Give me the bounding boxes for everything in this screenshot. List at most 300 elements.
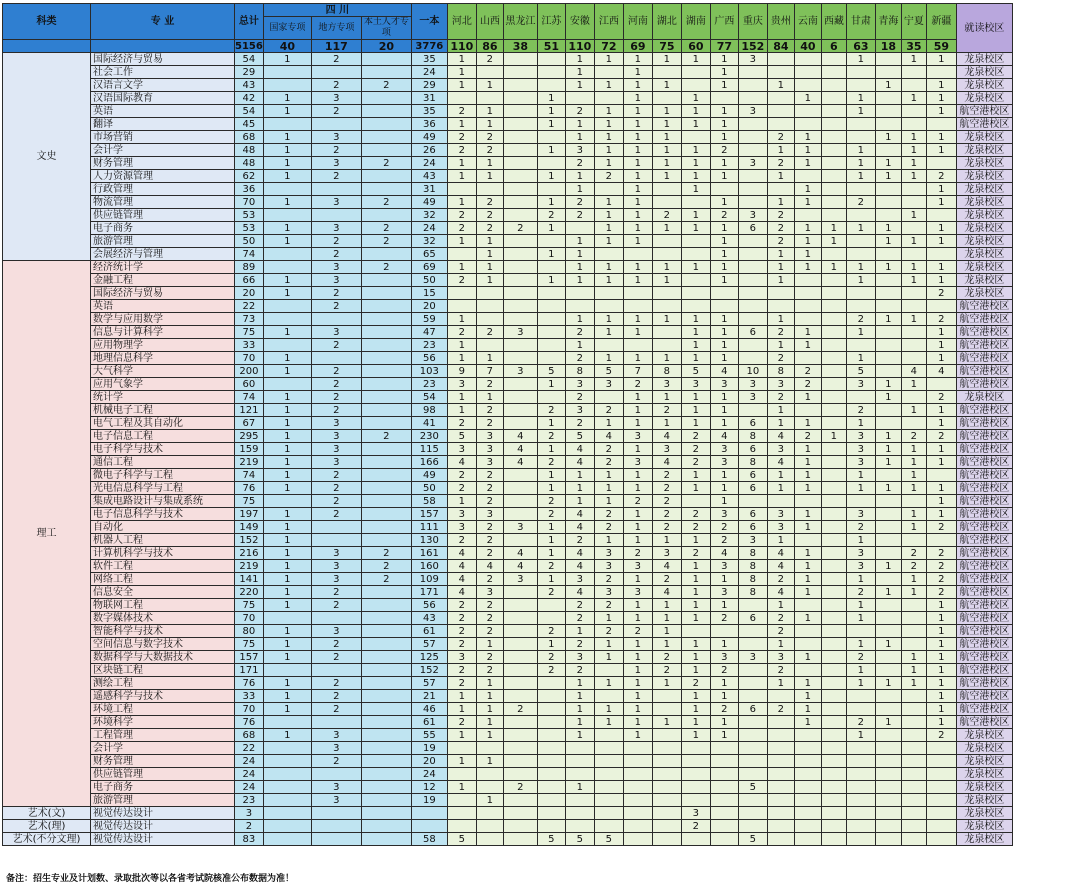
talent-cell xyxy=(361,625,411,638)
province-cell: 1 xyxy=(652,352,681,365)
province-cell: 2 xyxy=(681,677,710,690)
header-sichuan: 四 川 xyxy=(263,4,411,17)
province-cell xyxy=(738,664,767,677)
yiben-cell: 58 xyxy=(411,495,447,508)
province-cell xyxy=(594,781,623,794)
province-cell xyxy=(738,716,767,729)
national-cell xyxy=(263,79,311,92)
province-cell: 4 xyxy=(652,560,681,573)
province-cell xyxy=(846,495,875,508)
province-cell xyxy=(901,339,926,352)
province-cell: 2 xyxy=(901,560,926,573)
province-cell xyxy=(710,807,738,820)
talent-cell xyxy=(361,833,411,846)
header-province: 江苏 xyxy=(537,4,565,40)
province-cell xyxy=(846,339,875,352)
province-cell: 2 xyxy=(681,508,710,521)
province-cell: 1 xyxy=(875,313,901,326)
yiben-cell: 58 xyxy=(411,833,447,846)
province-cell: 1 xyxy=(926,352,956,365)
table-row xyxy=(3,768,1013,781)
province-cell: 3 xyxy=(565,573,594,586)
province-cell xyxy=(901,781,926,794)
province-cell xyxy=(821,53,846,66)
province-cell xyxy=(503,742,537,755)
total-cell: 141 xyxy=(235,573,264,586)
province-cell xyxy=(537,794,565,807)
national-cell: 1 xyxy=(263,105,311,118)
major-cell: 社会工作 xyxy=(91,66,235,79)
province-cell xyxy=(710,781,738,794)
province-cell: 1 xyxy=(652,274,681,287)
province-cell: 1 xyxy=(623,105,652,118)
local-cell: 2 xyxy=(311,404,361,417)
province-cell xyxy=(794,755,821,768)
province-cell: 1 xyxy=(926,261,956,274)
national-cell xyxy=(263,664,311,677)
province-cell: 1 xyxy=(623,79,652,92)
province-cell: 1 xyxy=(926,651,956,664)
national-cell: 1 xyxy=(263,599,311,612)
header-yiben: 一本 xyxy=(411,4,447,40)
campus-cell: 航空港校区 xyxy=(956,326,1012,339)
province-cell xyxy=(594,664,623,677)
province-cell xyxy=(710,625,738,638)
local-cell: 2 xyxy=(311,755,361,768)
province-cell xyxy=(447,248,476,261)
province-cell: 1 xyxy=(652,144,681,157)
province-cell: 1 xyxy=(447,118,476,131)
campus-cell: 航空港校区 xyxy=(956,378,1012,391)
province-cell xyxy=(503,183,537,196)
major-cell: 电子商务 xyxy=(91,222,235,235)
province-cell xyxy=(875,690,901,703)
province-cell xyxy=(767,495,794,508)
province-cell xyxy=(623,820,652,833)
total-cell: 36 xyxy=(235,183,264,196)
province-cell: 1 xyxy=(565,482,594,495)
province-cell: 3 xyxy=(594,378,623,391)
yiben-cell: 32 xyxy=(411,235,447,248)
province-cell xyxy=(875,248,901,261)
province-cell: 1 xyxy=(794,144,821,157)
province-cell: 1 xyxy=(794,261,821,274)
province-cell xyxy=(794,820,821,833)
table-row xyxy=(3,131,1013,144)
yiben-cell: 20 xyxy=(411,300,447,313)
province-cell: 2 xyxy=(476,144,503,157)
campus-cell: 龙泉校区 xyxy=(956,222,1012,235)
province-cell xyxy=(503,482,537,495)
province-cell xyxy=(926,209,956,222)
local-cell xyxy=(311,820,361,833)
province-cell xyxy=(846,66,875,79)
province-cell: 1 xyxy=(681,352,710,365)
campus-cell: 航空港校区 xyxy=(956,716,1012,729)
province-cell: 4 xyxy=(503,456,537,469)
province-cell xyxy=(503,92,537,105)
national-cell: 1 xyxy=(263,534,311,547)
province-cell xyxy=(901,105,926,118)
province-cell xyxy=(503,170,537,183)
province-cell: 1 xyxy=(901,92,926,105)
province-cell: 1 xyxy=(594,703,623,716)
national-cell: 1 xyxy=(263,170,311,183)
province-cell: 1 xyxy=(846,53,875,66)
talent-cell xyxy=(361,482,411,495)
province-cell: 1 xyxy=(537,469,565,482)
yiben-cell: 55 xyxy=(411,729,447,742)
total-cell: 24 xyxy=(235,781,264,794)
province-cell: 1 xyxy=(565,274,594,287)
province-cell: 3 xyxy=(565,651,594,664)
province-cell: 1 xyxy=(901,170,926,183)
local-cell: 3 xyxy=(311,573,361,586)
province-cell xyxy=(681,79,710,92)
major-cell: 统计学 xyxy=(91,391,235,404)
province-cell: 1 xyxy=(476,703,503,716)
province-cell: 3 xyxy=(503,326,537,339)
province-cell: 2 xyxy=(926,729,956,742)
province-cell: 1 xyxy=(875,638,901,651)
yiben-cell: 31 xyxy=(411,183,447,196)
table-row xyxy=(3,248,1013,261)
province-cell xyxy=(821,66,846,79)
province-cell: 1 xyxy=(875,677,901,690)
province-cell: 3 xyxy=(738,209,767,222)
province-total: 40 xyxy=(794,40,821,53)
province-cell xyxy=(875,404,901,417)
province-cell xyxy=(901,287,926,300)
province-cell xyxy=(594,794,623,807)
province-cell: 2 xyxy=(652,209,681,222)
province-cell: 2 xyxy=(565,105,594,118)
yiben-cell: 23 xyxy=(411,378,447,391)
province-cell: 2 xyxy=(476,404,503,417)
table-row xyxy=(3,144,1013,157)
province-cell xyxy=(503,833,537,846)
header-province: 青海 xyxy=(875,4,901,40)
province-cell: 1 xyxy=(794,92,821,105)
province-cell: 5 xyxy=(565,430,594,443)
province-cell: 2 xyxy=(594,508,623,521)
province-cell xyxy=(710,833,738,846)
province-total: 86 xyxy=(476,40,503,53)
total-cell: 75 xyxy=(235,495,264,508)
yiben-cell: 35 xyxy=(411,53,447,66)
province-cell xyxy=(594,690,623,703)
total-cell: 70 xyxy=(235,196,264,209)
major-cell: 通信工程 xyxy=(91,456,235,469)
province-cell: 2 xyxy=(767,326,794,339)
province-cell xyxy=(537,768,565,781)
province-cell: 8 xyxy=(738,430,767,443)
talent-cell xyxy=(361,378,411,391)
province-cell xyxy=(821,677,846,690)
province-cell: 2 xyxy=(681,547,710,560)
national-cell xyxy=(263,612,311,625)
province-cell xyxy=(821,521,846,534)
campus-cell: 龙泉校区 xyxy=(956,729,1012,742)
campus-cell: 航空港校区 xyxy=(956,664,1012,677)
province-cell: 1 xyxy=(710,599,738,612)
province-cell xyxy=(447,287,476,300)
province-cell xyxy=(565,768,594,781)
province-cell: 1 xyxy=(794,547,821,560)
header-major: 专 业 xyxy=(91,4,235,40)
province-cell xyxy=(926,118,956,131)
province-cell xyxy=(901,79,926,92)
talent-cell: 2 xyxy=(361,430,411,443)
yiben-cell: 41 xyxy=(411,417,447,430)
campus-cell: 龙泉校区 xyxy=(956,144,1012,157)
yiben-cell: 47 xyxy=(411,326,447,339)
province-cell: 1 xyxy=(875,131,901,144)
province-cell: 2 xyxy=(926,287,956,300)
national-cell: 1 xyxy=(263,677,311,690)
province-cell: 2 xyxy=(565,417,594,430)
province-cell xyxy=(503,79,537,92)
province-cell: 2 xyxy=(537,586,565,599)
province-cell: 1 xyxy=(926,443,956,456)
yiben-cell: 61 xyxy=(411,716,447,729)
province-cell: 2 xyxy=(767,625,794,638)
province-cell: 1 xyxy=(623,599,652,612)
province-cell: 1 xyxy=(710,131,738,144)
national-cell xyxy=(263,261,311,274)
province-cell xyxy=(652,755,681,768)
province-cell: 2 xyxy=(846,651,875,664)
province-cell: 1 xyxy=(846,261,875,274)
campus-cell: 航空港校区 xyxy=(956,352,1012,365)
province-cell: 1 xyxy=(710,391,738,404)
yiben-cell: 152 xyxy=(411,664,447,677)
province-cell: 1 xyxy=(846,274,875,287)
local-cell xyxy=(311,807,361,820)
province-cell xyxy=(846,209,875,222)
major-cell: 旅游管理 xyxy=(91,794,235,807)
province-cell xyxy=(821,131,846,144)
province-cell: 3 xyxy=(476,456,503,469)
national-cell: 1 xyxy=(263,131,311,144)
province-cell xyxy=(652,326,681,339)
province-cell: 3 xyxy=(846,430,875,443)
province-cell xyxy=(681,755,710,768)
yiben-cell: 32 xyxy=(411,209,447,222)
province-cell: 1 xyxy=(794,651,821,664)
yiben-cell: 61 xyxy=(411,625,447,638)
province-cell: 1 xyxy=(875,157,901,170)
province-cell: 2 xyxy=(652,404,681,417)
province-cell: 1 xyxy=(537,417,565,430)
province-cell: 1 xyxy=(875,443,901,456)
talent-cell xyxy=(361,690,411,703)
national-cell: 1 xyxy=(263,560,311,573)
province-cell: 1 xyxy=(875,560,901,573)
talent-cell xyxy=(361,391,411,404)
province-cell: 1 xyxy=(767,313,794,326)
yiben-cell: 26 xyxy=(411,144,447,157)
province-cell xyxy=(652,794,681,807)
talent-cell xyxy=(361,118,411,131)
province-cell xyxy=(821,144,846,157)
province-cell xyxy=(503,469,537,482)
national-cell: 1 xyxy=(263,274,311,287)
province-cell xyxy=(738,807,767,820)
province-cell: 1 xyxy=(594,105,623,118)
province-cell: 1 xyxy=(794,716,821,729)
province-cell xyxy=(503,534,537,547)
province-cell: 3 xyxy=(594,547,623,560)
total-value: 5156 xyxy=(235,40,263,52)
province-cell xyxy=(738,313,767,326)
campus-cell: 龙泉校区 xyxy=(956,287,1012,300)
province-cell xyxy=(476,313,503,326)
yiben-cell: 20 xyxy=(411,755,447,768)
major-cell: 旅游管理 xyxy=(91,235,235,248)
national-cell: 1 xyxy=(263,625,311,638)
talent-cell: 2 xyxy=(361,560,411,573)
local-cell xyxy=(311,521,361,534)
province-cell: 1 xyxy=(821,222,846,235)
province-cell: 1 xyxy=(875,170,901,183)
national-cell xyxy=(263,209,311,222)
province-cell xyxy=(652,703,681,716)
province-cell: 1 xyxy=(794,560,821,573)
talent-cell xyxy=(361,352,411,365)
province-cell: 1 xyxy=(767,261,794,274)
province-cell xyxy=(821,833,846,846)
province-cell: 1 xyxy=(681,339,710,352)
national-cell: 1 xyxy=(263,690,311,703)
talent-cell xyxy=(361,742,411,755)
province-cell: 1 xyxy=(623,235,652,248)
province-cell xyxy=(901,196,926,209)
header-province: 重庆 xyxy=(738,4,767,40)
header-province: 新疆 xyxy=(926,4,956,40)
province-cell: 2 xyxy=(846,196,875,209)
province-cell: 1 xyxy=(681,651,710,664)
province-cell xyxy=(901,599,926,612)
national-cell xyxy=(263,781,311,794)
province-cell: 1 xyxy=(794,183,821,196)
province-cell: 2 xyxy=(794,365,821,378)
campus-cell: 航空港校区 xyxy=(956,482,1012,495)
province-cell xyxy=(875,807,901,820)
province-cell: 1 xyxy=(447,690,476,703)
campus-cell: 航空港校区 xyxy=(956,534,1012,547)
province-cell: 2 xyxy=(926,573,956,586)
province-cell xyxy=(794,495,821,508)
province-cell: 4 xyxy=(565,443,594,456)
province-cell: 1 xyxy=(926,664,956,677)
yiben-cell: 171 xyxy=(411,586,447,599)
major-cell: 区块链工程 xyxy=(91,664,235,677)
province-cell: 1 xyxy=(447,66,476,79)
table-row xyxy=(3,209,1013,222)
province-cell xyxy=(738,599,767,612)
province-cell xyxy=(476,66,503,79)
province-cell xyxy=(901,118,926,131)
province-total: 77 xyxy=(710,40,738,53)
province-cell xyxy=(875,495,901,508)
province-cell: 1 xyxy=(681,326,710,339)
province-cell: 1 xyxy=(594,144,623,157)
yiben-cell: 161 xyxy=(411,547,447,560)
province-cell xyxy=(875,92,901,105)
province-cell: 2 xyxy=(537,508,565,521)
province-cell: 2 xyxy=(447,417,476,430)
province-cell: 1 xyxy=(447,755,476,768)
yiben-cell: 19 xyxy=(411,742,447,755)
major-cell: 人力资源管理 xyxy=(91,170,235,183)
province-cell xyxy=(926,469,956,482)
table-row xyxy=(3,92,1013,105)
province-cell xyxy=(623,742,652,755)
table-row xyxy=(3,183,1013,196)
province-cell xyxy=(503,391,537,404)
local-cell: 3 xyxy=(311,326,361,339)
province-cell: 6 xyxy=(738,703,767,716)
province-cell xyxy=(875,703,901,716)
province-cell xyxy=(503,53,537,66)
province-cell xyxy=(537,612,565,625)
province-cell: 3 xyxy=(767,508,794,521)
province-cell: 1 xyxy=(594,651,623,664)
province-cell: 1 xyxy=(447,495,476,508)
major-cell: 大气科学 xyxy=(91,365,235,378)
yiben-cell: 157 xyxy=(411,508,447,521)
province-cell: 1 xyxy=(794,339,821,352)
table-row xyxy=(3,469,1013,482)
province-cell xyxy=(767,716,794,729)
province-cell: 2 xyxy=(681,820,710,833)
province-cell xyxy=(901,183,926,196)
campus-cell: 航空港校区 xyxy=(956,612,1012,625)
province-cell xyxy=(710,742,738,755)
province-cell: 1 xyxy=(901,53,926,66)
province-cell xyxy=(846,690,875,703)
total-cell: 76 xyxy=(235,716,264,729)
province-cell: 6 xyxy=(738,521,767,534)
province-cell xyxy=(623,339,652,352)
campus-cell: 龙泉校区 xyxy=(956,235,1012,248)
province-cell xyxy=(503,287,537,300)
province-cell: 1 xyxy=(875,222,901,235)
talent-cell xyxy=(361,456,411,469)
table-row xyxy=(3,456,1013,469)
province-cell: 1 xyxy=(710,66,738,79)
province-cell xyxy=(447,768,476,781)
province-cell xyxy=(794,209,821,222)
yiben-cell: 36 xyxy=(411,118,447,131)
province-cell xyxy=(565,92,594,105)
table-row xyxy=(3,222,1013,235)
province-cell: 1 xyxy=(594,313,623,326)
table-row xyxy=(3,729,1013,742)
province-cell: 3 xyxy=(738,53,767,66)
province-cell xyxy=(875,118,901,131)
province-cell xyxy=(652,807,681,820)
campus-cell: 龙泉校区 xyxy=(956,92,1012,105)
local-cell: 2 xyxy=(311,300,361,313)
province-cell xyxy=(767,53,794,66)
category-cell: 文史 xyxy=(3,53,91,261)
province-cell xyxy=(594,807,623,820)
province-cell xyxy=(652,768,681,781)
province-cell xyxy=(738,794,767,807)
national-cell: 1 xyxy=(263,144,311,157)
